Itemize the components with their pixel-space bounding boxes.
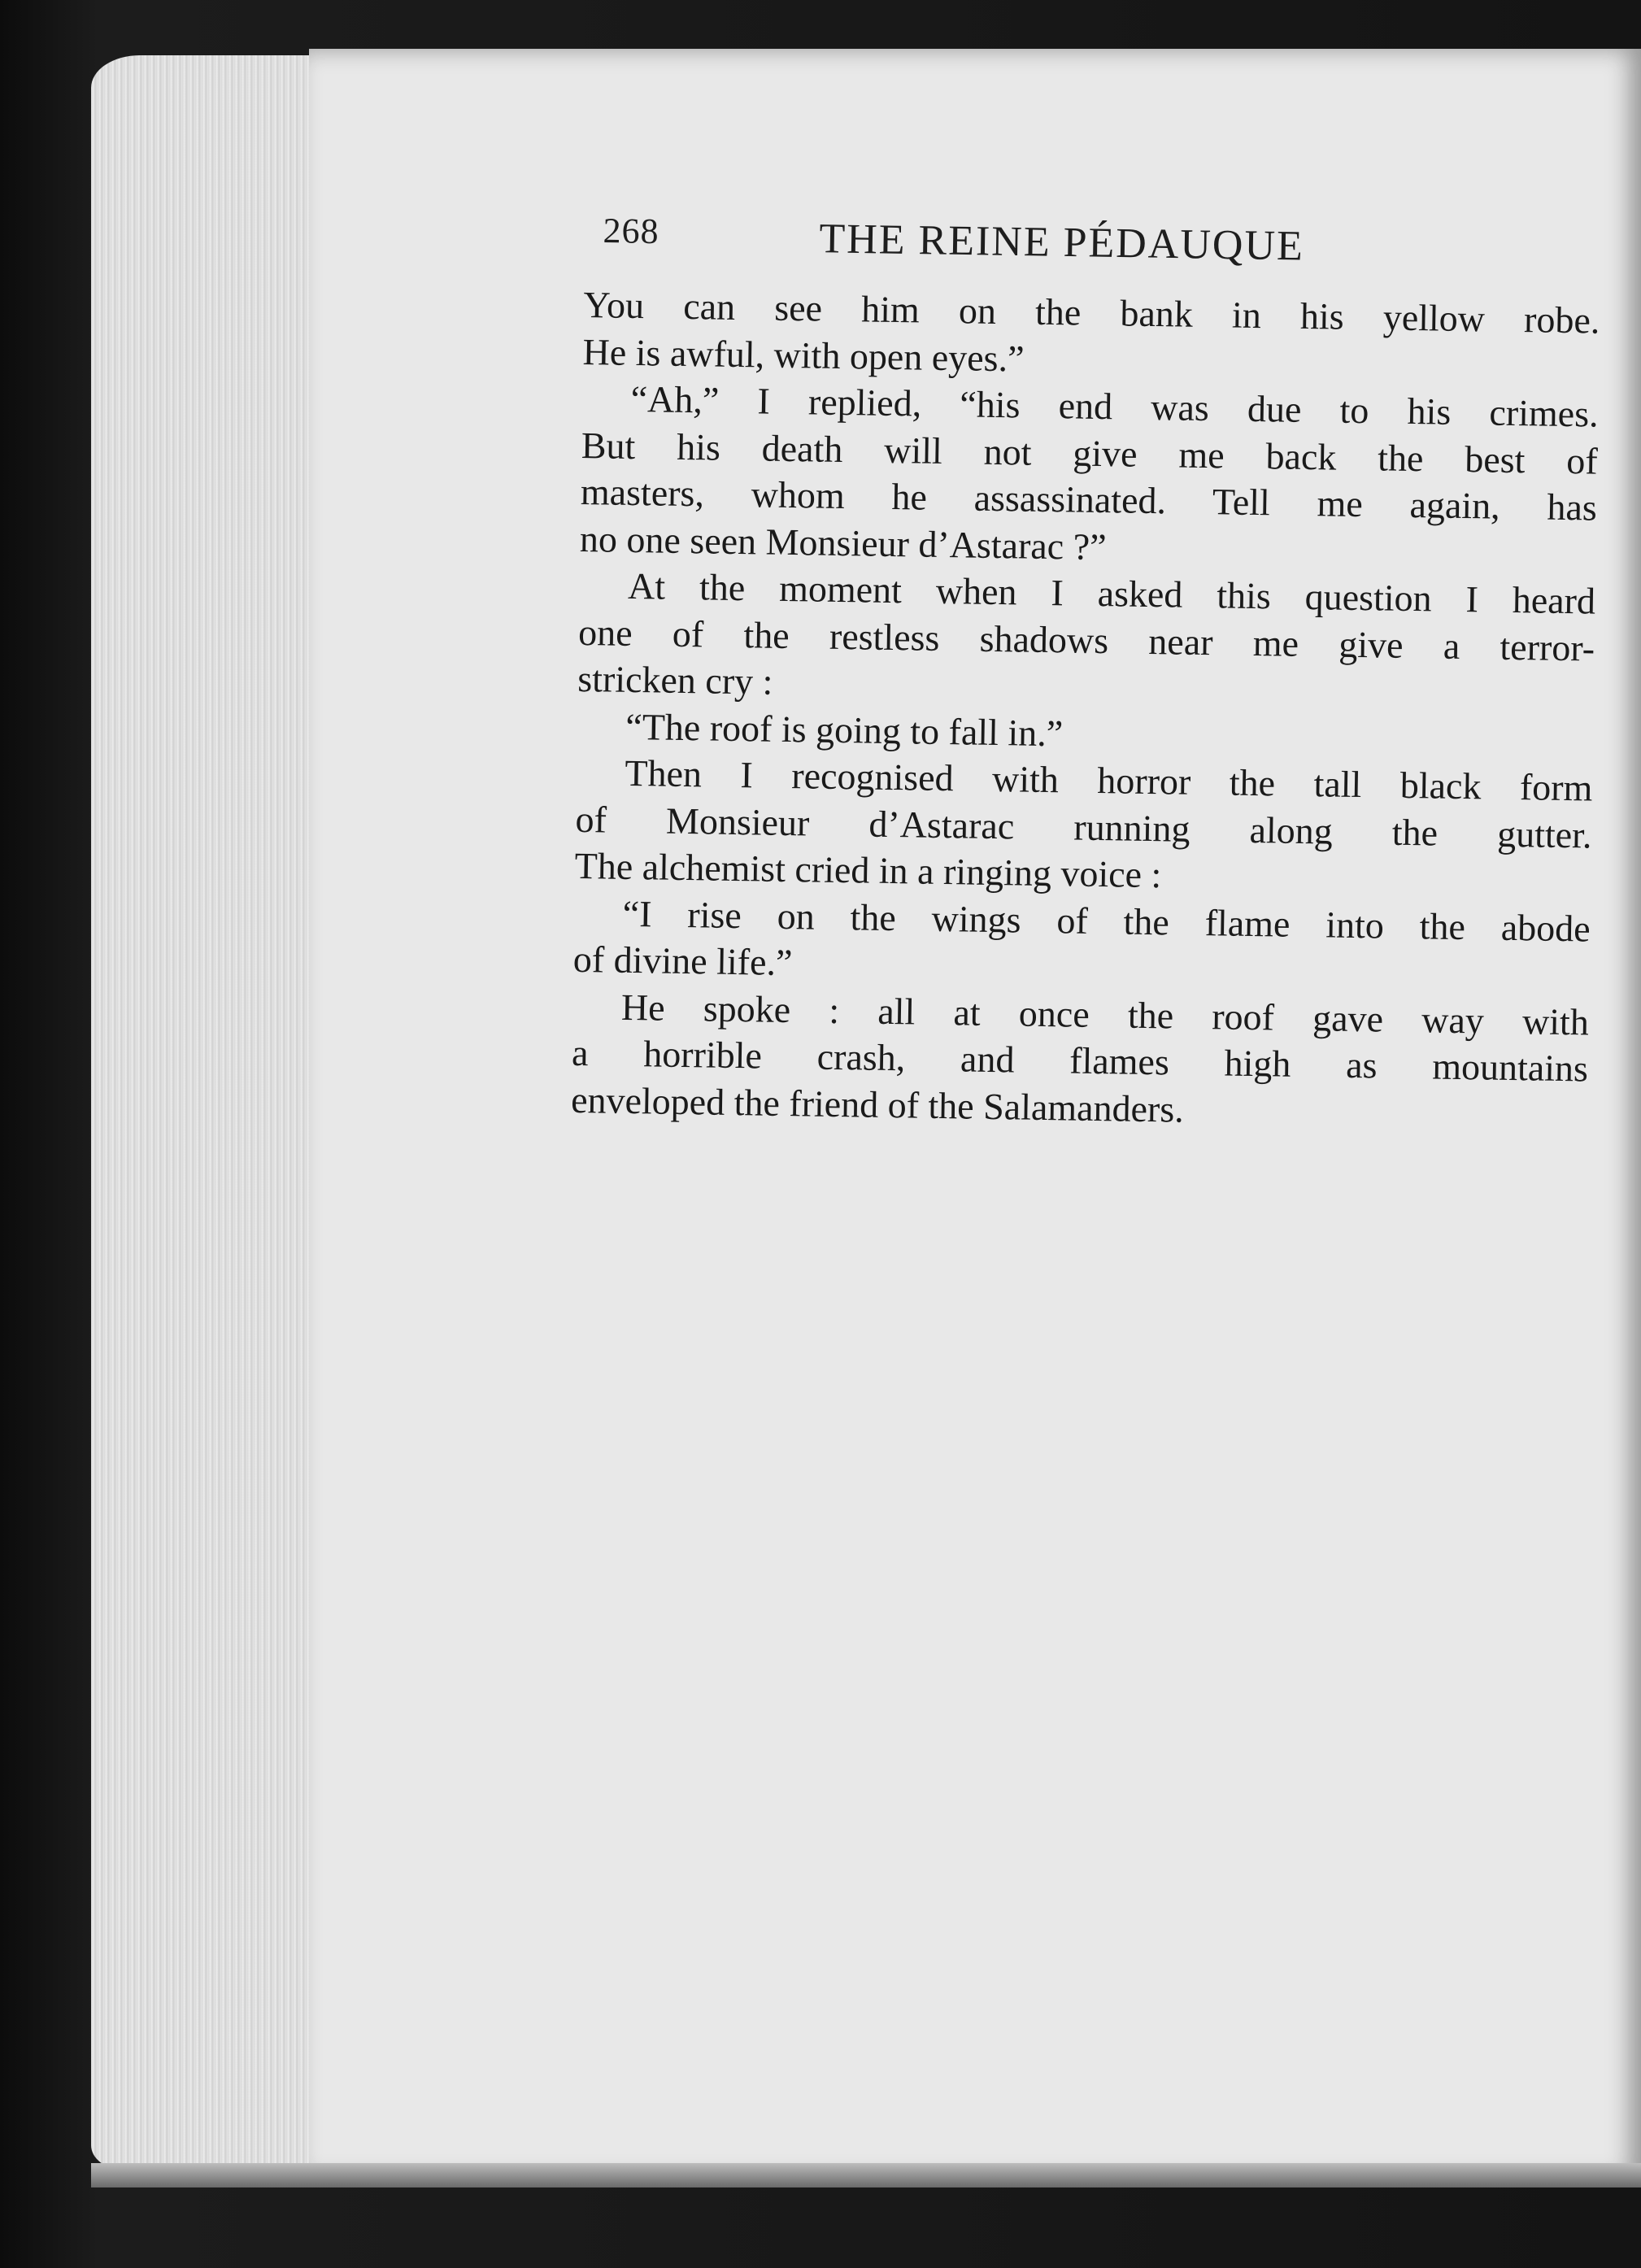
text-line: You can see him on the bank in his yellow robe. <box>583 283 1600 342</box>
book-bottom-edge <box>91 2163 1641 2187</box>
text-line: “Ah,” I replied, “his end was due to his crimes. <box>630 377 1599 435</box>
text-line: The alchemist cried in a ringing voice : <box>574 844 1162 896</box>
text-line: of Monsieur d’Astarac running along the gutter. <box>575 798 1592 856</box>
body-text <box>571 281 1600 1139</box>
text-line: of divine life.” <box>572 938 793 984</box>
text-line: He spoke : all at once the roof gave way with <box>620 986 1590 1043</box>
text-line: He is awful, with open eyes.” <box>582 330 1025 380</box>
text-line: “I rise on the wings of the flame into the abode <box>622 892 1591 950</box>
text-line: masters, whom he assassinated. Tell me again, has <box>580 470 1598 529</box>
text-line: “The roof is going to fall in.” <box>625 705 1064 754</box>
text-line: stricken cry : <box>577 657 773 703</box>
text-line: one of the restless shadows near me give a terror- <box>577 611 1595 669</box>
text-line: a horrible crash, and flames high as mountains <box>571 1031 1589 1090</box>
book-page-edges <box>91 55 327 2170</box>
page-number: 268 <box>603 210 659 252</box>
text-line: Then I recognised with horror the tall black form <box>625 751 1593 809</box>
text-line: no one seen Monsieur d’Astarac ?” <box>579 517 1107 568</box>
text-line: But his death will not give me back the best of <box>581 424 1599 482</box>
text-line: enveloped the friend of the Salamanders. <box>570 1078 1185 1130</box>
running-title: THE REINE PÉDAUQUE <box>819 215 1305 270</box>
text-line: At the moment when I asked this question I heard <box>627 564 1596 622</box>
